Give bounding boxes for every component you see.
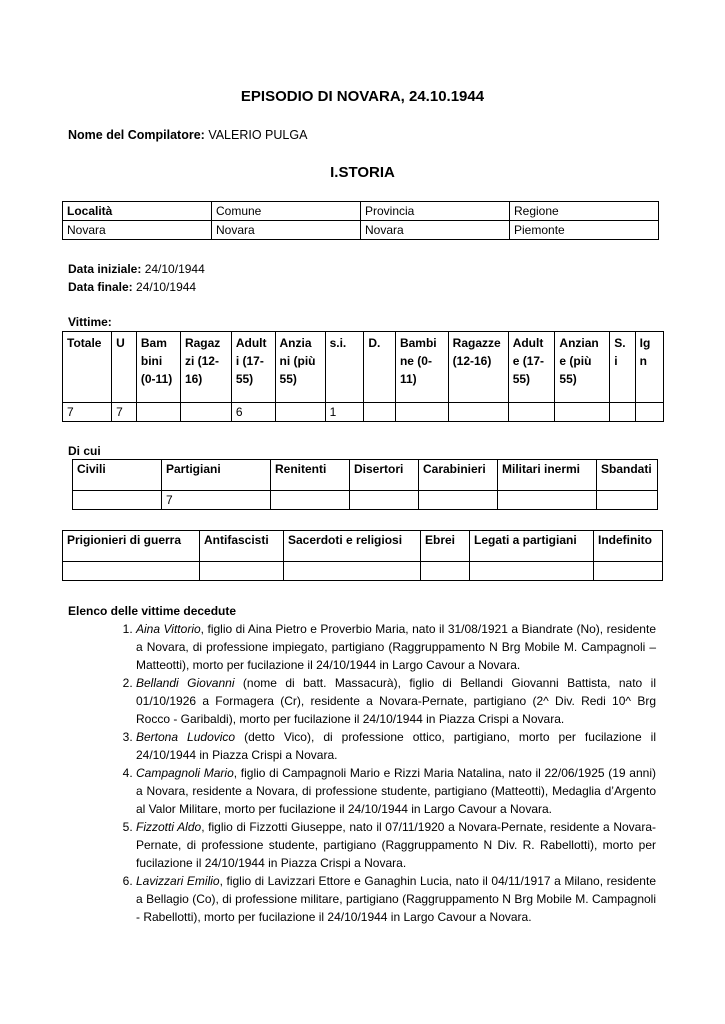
victim-details: , figlio di Fizzotti Giuseppe, nato il 07/11/1920 a Novara-Pernate, residente a Novara-Pernate, di professione studente, partigiano (Raggruppamento N Div. R. Rabellotti), morto per fucilazione il 24/10/1944 in Piazza Crispi a Novara. [136, 820, 656, 870]
victims-value-cell [180, 403, 231, 422]
victim-name: Campagnoli Mario [136, 766, 234, 780]
victims-list-title: Elenco delle vittime decedute [68, 604, 237, 618]
category-header: Legati a partigiani [470, 531, 594, 562]
category-header: Partigiani [162, 460, 271, 491]
victims-label: Vittime: [68, 315, 112, 329]
categories-table-1 [72, 459, 658, 510]
victims-value-row [63, 403, 664, 422]
category-cell: 7 [162, 491, 271, 510]
victims-header-cell: Ragazze (12-16) [448, 332, 508, 403]
victims-value-cell: 1 [325, 403, 364, 422]
category-header: Disertori [350, 460, 419, 491]
victim-entry [136, 764, 656, 818]
victims-value-cell [610, 403, 635, 422]
category-cell [271, 491, 350, 510]
document-title: EPISODIO DI NOVARA, 24.10.1944 [240, 88, 485, 105]
location-cell: Piemonte [510, 221, 659, 240]
victim-entry [136, 674, 656, 728]
categories-table-2 [62, 530, 663, 581]
victims-header-cell: U [112, 332, 137, 403]
category-header: Prigionieri di guerra [63, 531, 200, 562]
location-header: Regione [510, 202, 659, 221]
compiler-line [68, 128, 307, 142]
victim-details: , figlio di Campagnoli Mario e Rizzi Maria Natalina, nato il 22/06/1925 (19 anni) a Novara, residente a Novara, di professione studente, partigiano (Matteotti), Medaglia d’Argento al Valor Militare, morto per fucilazione il 24/10/1944 in Largo Cavour a Novara. [136, 766, 656, 816]
category-header: Civili [73, 460, 162, 491]
victims-value-cell: 7 [112, 403, 137, 422]
victims-value-cell: 7 [63, 403, 112, 422]
victims-header-cell: Totale [63, 332, 112, 403]
end-date-value: 24/10/1944 [136, 280, 197, 294]
category-header: Ebrei [421, 531, 470, 562]
category-cell [350, 491, 419, 510]
category-cell [419, 491, 498, 510]
victims-header-cell: s.i. [325, 332, 364, 403]
victims-header-cell: D. [364, 332, 396, 403]
category-cell [594, 562, 663, 581]
victims-value-cell [508, 403, 555, 422]
victim-entry [136, 872, 656, 926]
start-date-value: 24/10/1944 [144, 262, 205, 276]
location-cell: Novara [212, 221, 361, 240]
victim-details: (nome di batt. Massacurà), figlio di Bellandi Giovanni Battista, nato il 01/10/1926 a Formagera (Cr), residente a Novara-Pernate, partigiano (2^ Div. Redi 10^ Brg Rocco - Garibaldi), morto per fucilazione il 24/10/1944 in Piazza Crispi a Novara. [136, 676, 656, 726]
victims-value-cell [364, 403, 396, 422]
category-header: Sacerdoti e religiosi [284, 531, 421, 562]
victims-list [68, 620, 656, 926]
category-cell [200, 562, 284, 581]
category-cell [284, 562, 421, 581]
victim-name: Bertona Ludovico [136, 730, 236, 744]
victim-name: Aina Vittorio [136, 622, 201, 636]
victims-value-cell: 6 [231, 403, 275, 422]
category-cell [421, 562, 470, 581]
start-date [68, 260, 205, 278]
category-cell [498, 491, 597, 510]
victims-header-cell: S. i [610, 332, 635, 403]
category-header: Carabinieri [419, 460, 498, 491]
victims-header-cell: Anzian e (più 55) [555, 332, 610, 403]
category-header: Militari inermi [498, 460, 597, 491]
location-header: Comune [212, 202, 361, 221]
victim-details: (detto Vico), di professione ottico, partigiano, morto per fucilazione il 24/10/1944 in Piazza Crispi a Novara. [136, 730, 656, 762]
victims-header-row [63, 332, 664, 403]
compiler-label: Nome del Compilatore: [68, 128, 205, 142]
end-date-label: Data finale: [68, 280, 133, 294]
victims-header-cell: Bambi ne (0-11) [395, 332, 448, 403]
category-cell [470, 562, 594, 581]
victims-value-cell [448, 403, 508, 422]
victims-header-cell: Adult e (17-55) [508, 332, 555, 403]
category-cell [63, 562, 200, 581]
victims-value-cell [395, 403, 448, 422]
location-header: Località [63, 202, 212, 221]
location-cell: Novara [63, 221, 212, 240]
victim-name: Lavizzari Emilio [136, 874, 220, 888]
victims-value-cell [555, 403, 610, 422]
victim-entry [136, 818, 656, 872]
victims-header-cell: Ragaz zi (12-16) [180, 332, 231, 403]
compiler-name: VALERIO PULGA [208, 128, 308, 142]
section-title: I.STORIA [330, 164, 395, 181]
victims-header-cell: Adult i (17-55) [231, 332, 275, 403]
start-date-label: Data iniziale: [68, 262, 142, 276]
victims-header-cell: Anzia ni (più 55) [275, 332, 325, 403]
end-date [68, 278, 205, 296]
category-cell [597, 491, 658, 510]
victims-header-cell: Ig n [635, 332, 663, 403]
category-header: Indefinito [594, 531, 663, 562]
victims-value-cell [136, 403, 180, 422]
category-cell [73, 491, 162, 510]
victim-entry [136, 620, 656, 674]
dates-block [68, 260, 205, 296]
victims-header-cell: Bam bini (0-11) [136, 332, 180, 403]
location-cell: Novara [361, 221, 510, 240]
victims-value-cell [635, 403, 663, 422]
category-header: Renitenti [271, 460, 350, 491]
victim-entry [136, 728, 656, 764]
victim-name: Fizzotti Aldo [136, 820, 202, 834]
category-header: Antifascisti [200, 531, 284, 562]
location-table [62, 201, 659, 240]
victim-name: Bellandi Giovanni [136, 676, 235, 690]
victims-value-cell [275, 403, 325, 422]
victim-details: , figlio di Lavizzari Ettore e Ganaghin Lucia, nato il 04/11/1917 a Milano, residente a Bellagio (Co), di professione militare, partigiano (Raggruppamento N Brg Mobile M. Campagnoli - Rabellotti), morto per fucilazione il 24/10/1944 in Largo Cavour a Novara. [136, 874, 656, 924]
di-cui-label: Di cui [68, 444, 101, 458]
victim-details: , figlio di Aina Pietro e Proverbio Maria, nato il 31/08/1921 a Biandrate (No), residente a Novara, di professione impiegato, partigiano (Raggruppamento N Brg Mobile M. Campagnoli – Matteotti), morto per fucilazione il 24/10/1944 in Largo Cavour a Novara. [136, 622, 656, 672]
category-header: Sbandati [597, 460, 658, 491]
location-header: Provincia [361, 202, 510, 221]
victims-table [62, 331, 664, 422]
